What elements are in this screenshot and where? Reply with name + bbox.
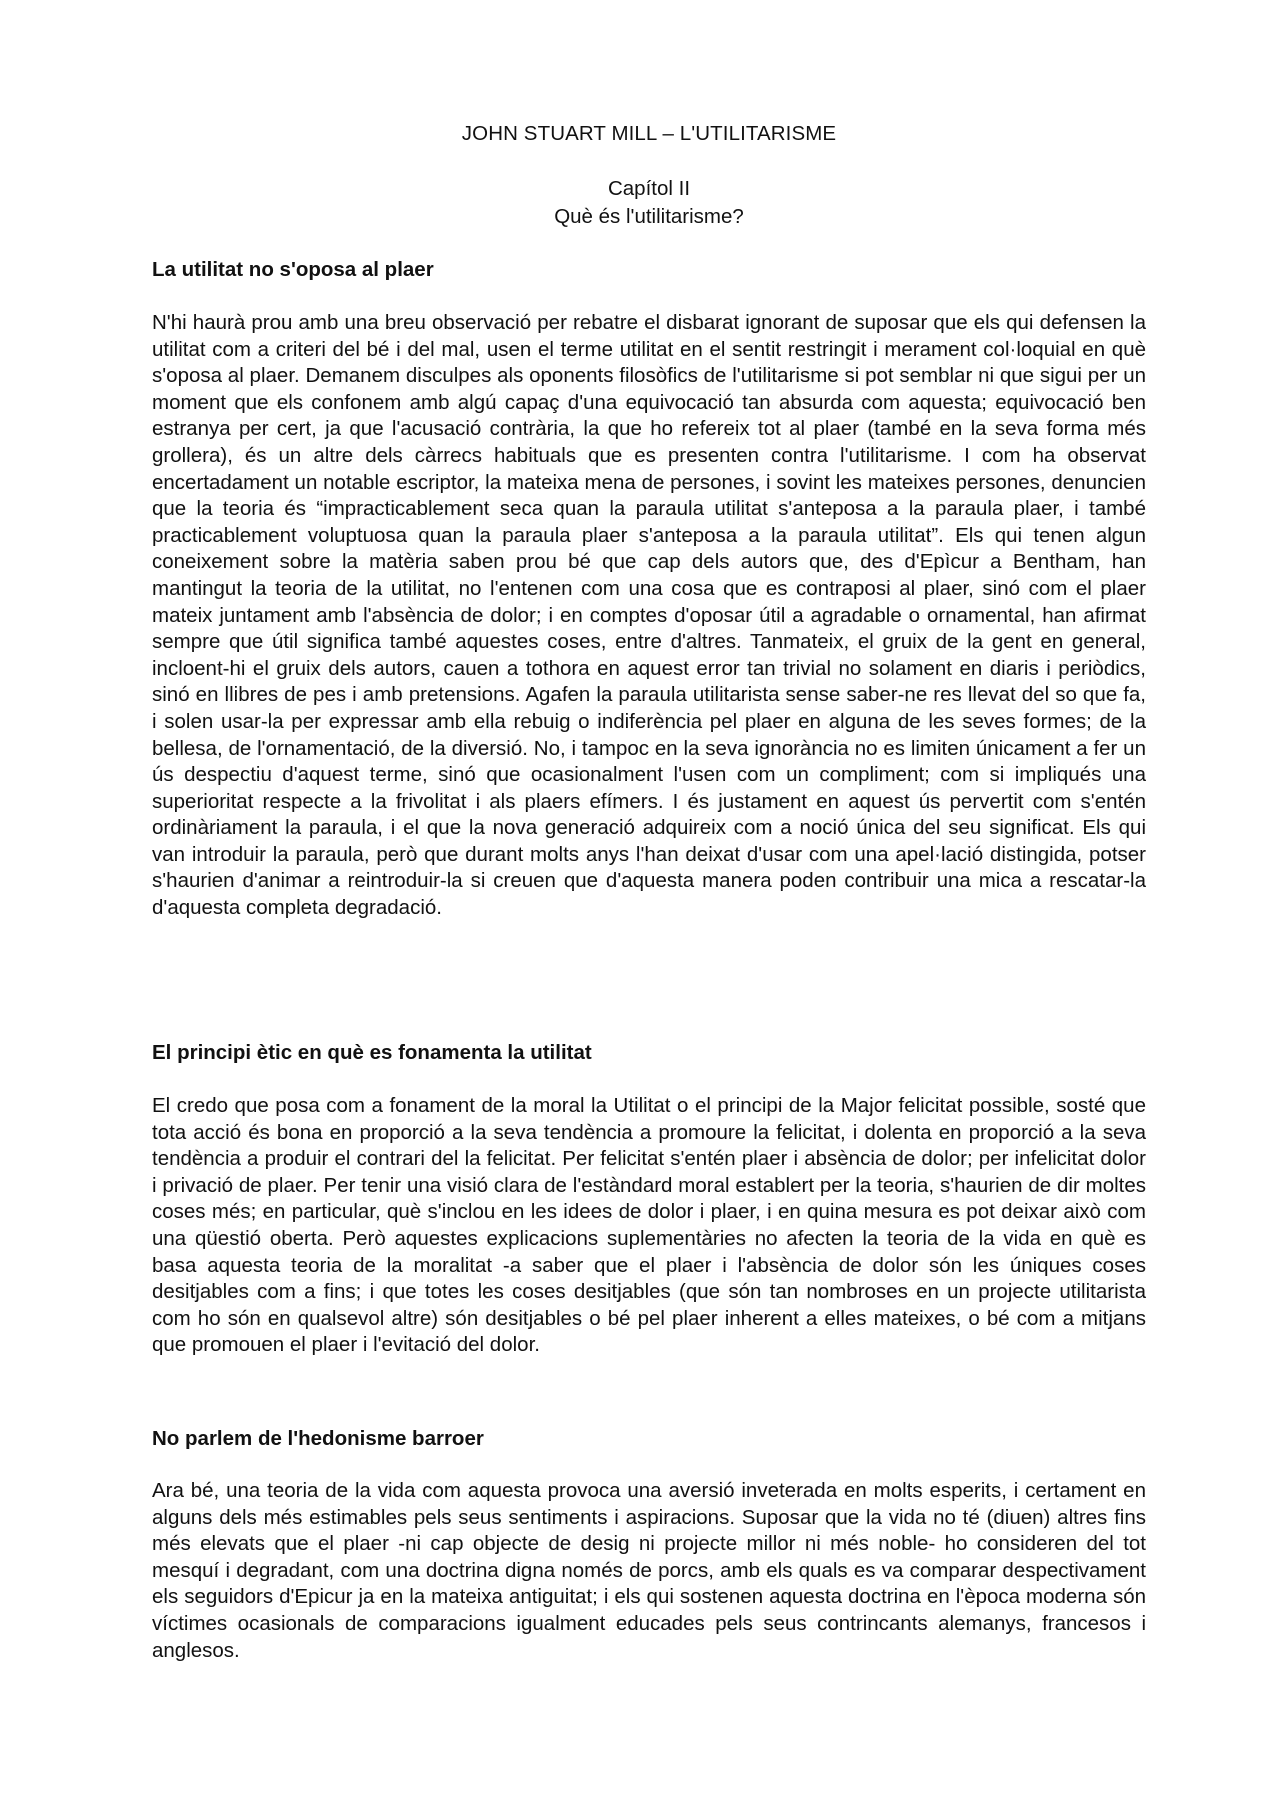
section-heading-hedonism: No parlem de l'hedonisme barroer — [152, 1427, 484, 1450]
section-paragraph-ethical-principle: El credo que posa com a fonament de la moral la Utilitat o el principi de la Major felicitat possible, sosté que tota acció és bona en proporció a la seva tendència a promoure la felicitat, i dolenta en proporció a la seva tendència a produir el contrari del la felicitat. Per felicitat s'entén plaer i absència de dolor; per infelicitat dolor i privació de plaer. Per tenir una visió clara de l'estàndard moral establert per la teoria, s'haurien de dir moltes coses més; en particular, què s'inclou en les idees de dolor i plaer, i en quina mesura es pot deixar això com una qüestió oberta. Però aquestes explicacions suplementàries no afecten la teoria de la vida en què es basa aquesta teoria de la moralitat -a saber que el plaer i l'absència de dolor són les úniques coses desitjables com a fins; i que totes les coses desitjables (que són tan nombroses en un projecte utilitarista com ho són en qualsevol altre) són desitjables o bé pel plaer inherent a elles mateixes, o bé com a mitjans que promouen el plaer i l'evitació del dolor. — [152, 1094, 1146, 1357]
chapter-number: Capítol II — [607, 177, 691, 200]
section-heading-utility-not-opposed: La utilitat no s'oposa al plaer — [152, 258, 434, 281]
chapter-subtitle: Què és l'utilitarisme? — [554, 205, 744, 228]
section-paragraph-utility-not-opposed: N'hi haurà prou amb una breu observació per rebatre el disbarat ignorant de suposar que els qui defensen la utilitat com a criteri del bé i del mal, usen el terme utilitat en el sentit restringit i merament col·loquial en què s'oposa al plaer. Demanem disculpes als oponents filosòfics de l'utilitarisme si pot semblar ni que sigui per un moment que els confonem amb algú capaç d'una equivocació tan absurda com aquesta; equivocació ben estranya per cert, ja que l'acusació contrària, la que ho refereix tot al plaer (també en la seva forma més grollera), és un altre dels càrrecs habituals que es presenten contra l'utilitarisme. I com ha observat encertadament un notable escriptor, la mateixa mena de persones, i sovint les mateixes persones, denuncien que la teoria és “impracticablement seca quan la paraula utilitat s'anteposa a la paraula plaer, i també practicablement voluptuosa quan la paraula plaer s'anteposa a la paraula utilitat”. Els qui tenen algun coneixement sobre la matèria saben prou bé que cap dels autors que, des d'Epìcur a Bentham, han mantingut la teoria de la utilitat, no l'entenen com una cosa que es contraposi al plaer, sinó com el plaer mateix juntament amb l'absència de dolor; i en comptes d'oposar útil a agradable o ornamental, han afirmat sempre que útil significa també aquestes coses, entre d'altres. Tanmateix, el gruix de la gent en general, incloent-hi el gruix dels autors, cauen a tothora en aquest error tan trivial no solament en diaris i periòdics, sinó en llibres de pes i amb pretensions. Agafen la paraula utilitarista sense saber-ne res llevat del so que fa, i solen usar-la per expressar amb ella rebuig o indiferència pel plaer en alguna de les seves formes; de la bellesa, de l'ornamentació, de la diversió. No, i tampoc en la seva ignorància no es limiten únicament a fer un ús despectiu d'aquest terme, sinó que ocasionalment l'usen com un compliment; com si impliqués una superioritat respecte a la frivolitat i als plaers efímers. I és justament en aquest ús pervertit com s'entén ordinàriament la paraula, i el que la nova generació adquireix com a noció única del seu significat. Els qui van introduir la paraula, però que durant molts anys l'han deixat d'usar com una apel·lació distingida, potser s'haurien d'animar a reintroduir-la si creuen que d'aquesta manera poden contribuir una mica a rescatar-la d'aquesta completa degradació. — [152, 311, 1146, 920]
document-title: JOHN STUART MILL – L'UTILITARISME — [461, 122, 837, 145]
section-heading-ethical-principle: El principi ètic en què es fonamenta la utilitat — [152, 1041, 592, 1064]
section-paragraph-hedonism: Ara bé, una teoria de la vida com aquesta provoca una aversió inveterada en molts esperits, i certament en alguns dels més estimables pels seus sentiments i aspiracions. Suposar que la vida no té (diuen) altres fins més elevats que el plaer -ni cap objecte de desig ni projecte millor ni més noble- ho consideren del tot mesquí i degradant, com una doctrina digna només de porcs, amb els quals es va comparar despectivament els seguidors d'Epicur ja en la mateixa antiguitat; i els qui sostenen aquesta doctrina en l'època moderna són víctimes ocasionals de comparacions igualment educades pels seus contrincants alemanys, francesos i anglesos. — [152, 1479, 1146, 1662]
chapter-header — [152, 175, 1146, 231]
